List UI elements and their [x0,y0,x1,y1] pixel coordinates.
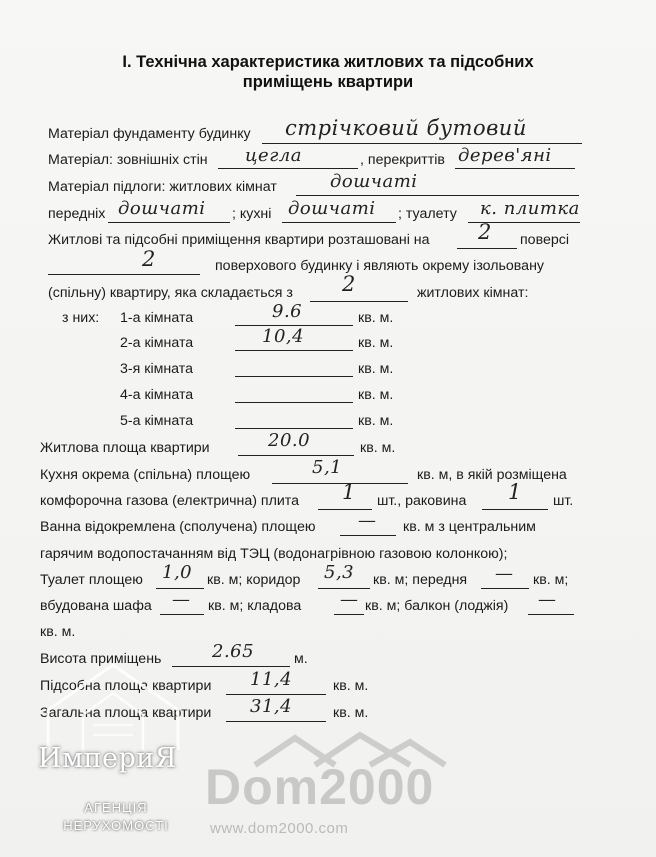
label-kitchen-area: Кухня окрема (спільна) площею [40,467,251,483]
line-room2 [235,350,353,351]
label-pcs: шт. [553,493,574,509]
label-living-area: Житлова площа квартири [40,440,210,456]
value-hallway: — [495,563,514,584]
value-kitchen-area: 5,1 [312,457,343,478]
label-location: Житлові та підсобні приміщення квартири розташовані на [48,232,430,248]
value-total-area: 31,4 [250,696,293,717]
label-sqm-corridor: кв. м; коридор [207,572,301,588]
empire-house-icon [38,655,188,755]
label-living-rooms: житлових кімнат: [417,285,529,301]
label-storey-building: поверхового будинку і являють окрему ізольовану [215,258,545,274]
watermark-realty: НЕРУХОМОСТІ [63,818,169,833]
value-toilet-area: 1,0 [162,562,193,583]
line-bath [340,535,396,536]
label-pcs-sink: шт., раковина [377,493,467,509]
label-room3: 3-я кімната [120,361,193,377]
value-balcony: — [538,589,557,610]
label-sqm-end: кв. м. [40,624,76,640]
value-aux-area: 11,4 [250,669,293,690]
label-bath-tail: кв. м з центральним [403,519,536,535]
value-wardrobe: — [172,589,191,610]
value-room1: 9.6 [272,301,303,322]
watermark-logo: ИмпериЯ [38,743,178,774]
label-sqm-storage: кв. м; кладова [208,598,302,614]
title-line-2: приміщень квартири [242,73,414,91]
line-balcony [528,614,574,615]
line-overlaps [455,168,575,169]
document-title [0,52,656,92]
label-height: Висота приміщень [40,651,162,667]
label-walls: Матеріал: зовнішніх стін [48,152,208,168]
watermark-brand: Dom2000 [205,759,435,815]
label-floor: Матеріал підлоги: житлових кімнат [48,179,277,195]
line-sink [482,509,548,510]
label-of-them: з них: [62,310,100,326]
label-room4: 4-а кімната [120,387,194,403]
value-corridor: 5,3 [324,562,355,583]
line-height [172,666,290,667]
value-living-area: 20.0 [268,430,311,451]
line-total-area [226,721,326,722]
label-hot-water: гарячим водопостачанням від ТЭЦ (водонагрівною газовою колонкою); [40,546,508,562]
watermark-url: www.dom2000.com [210,820,349,837]
line-room3 [235,376,353,377]
line-storeys [48,274,200,275]
label-room1: 1-а кімната [120,310,194,326]
title-line-1: І. Технічна характеристика житлових та підсобних [122,53,534,71]
value-floor-kitchen: дошчаті [288,198,376,219]
value-stove: 1 [342,480,356,504]
line-storage [334,614,364,615]
value-floor-living: дошчаті [330,171,418,192]
unit-aux-area: кв. м. [333,678,369,694]
value-floor-number: 2 [478,220,492,244]
label-wardrobe: вбудована шафа [40,598,152,614]
value-bath: — [358,510,377,531]
label-aux-area: Підсобна площа квартири [40,678,212,694]
line-rooms-count [310,301,408,302]
value-overlaps: дерев'яні [458,145,552,166]
value-sink: 1 [508,480,522,504]
label-hallway: передніх [48,206,106,222]
label-foundation: Матеріал фундаменту будинку [48,126,251,142]
value-storage: — [340,589,359,610]
value-floor-toilet: к. плитка [480,198,580,219]
label-total-area: Загальна площа квартири [40,705,212,721]
value-room2: 10,4 [262,326,305,347]
label-sqm-balcony: кв. м; балкон (лоджія) [365,598,509,614]
unit-room4: кв. м. [358,387,394,403]
label-floor-word: поверсі [520,232,569,248]
value-storeys: 2 [142,247,156,271]
line-room4 [235,402,353,403]
value-rooms-count: 2 [342,272,356,296]
line-floor-number [457,248,517,249]
line-walls [218,168,358,169]
value-height: 2.65 [212,641,255,662]
line-floor-hallway [108,222,230,223]
line-wardrobe [160,614,204,615]
unit-room3: кв. м. [358,361,394,377]
label-room2: 2-а кімната [120,335,194,351]
label-sqm-hallway: кв. м; передня [373,572,468,588]
line-kitchen-area [272,483,408,484]
value-floor-hallway: дошчаті [118,198,206,219]
label-room5: 5-а кімната [120,413,194,429]
label-bath: Ванна відокремлена (сполучена) площею [40,519,316,535]
unit-room2: кв. м. [358,335,394,351]
label-toilet-area: Туалет площею [40,572,143,588]
label-stove: комфорочна газова (електрична) плита [40,493,300,509]
line-floor-living [296,195,579,196]
unit-total-area: кв. м. [333,705,369,721]
value-walls: цегла [245,145,303,166]
line-hallway [481,588,529,589]
line-room5 [235,428,353,429]
line-living-area [238,455,354,456]
label-consists: (спільну) квартиру, яка складається з [48,285,293,301]
label-toilet: ; туалету [398,206,457,222]
label-overlaps: , перекриттів [360,152,445,168]
line-aux-area [226,694,326,695]
line-foundation [262,143,582,144]
watermark-agency: АГЕНЦІЯ [84,800,148,815]
label-m: м. [294,651,308,667]
label-kitchen: ; кухні [232,206,272,222]
unit-living-area: кв. м. [360,440,396,456]
unit-room5: кв. м. [358,413,394,429]
unit-room1: кв. м. [358,310,394,326]
line-floor-kitchen [282,222,396,223]
label-kitchen-area-tail: кв. м, в якій розміщена [417,467,567,483]
label-sqm-semi: кв. м; [533,572,569,588]
value-foundation: стрічковий бутовий [285,116,527,140]
